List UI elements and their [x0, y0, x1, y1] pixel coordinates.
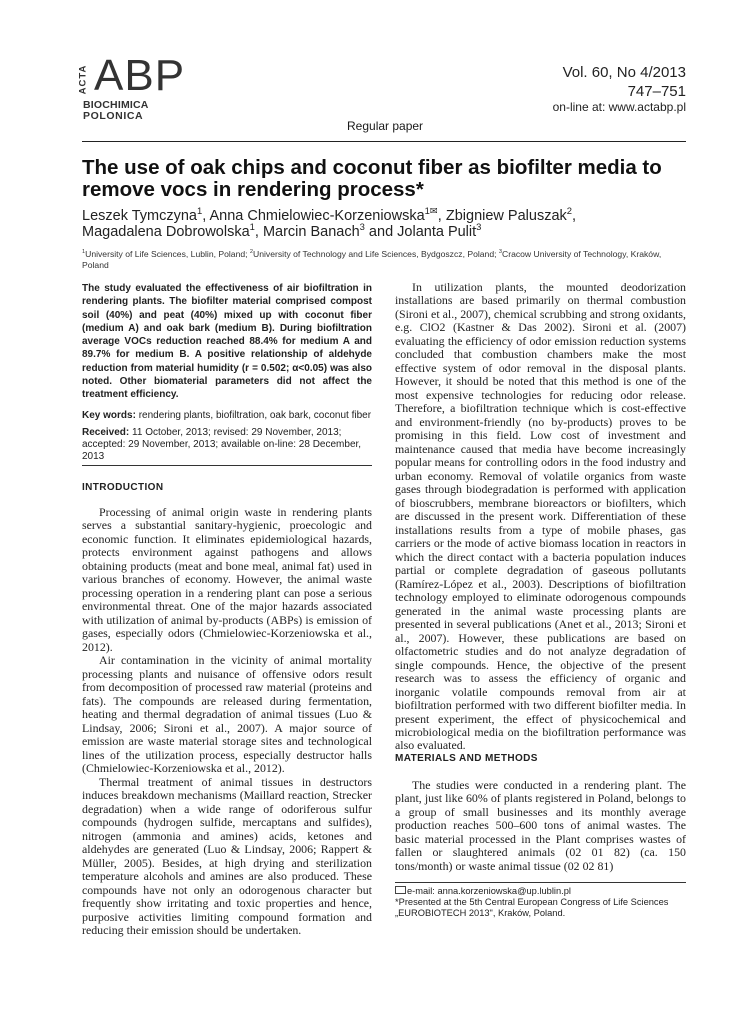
journal-pages: 747–751 [627, 83, 686, 100]
author: Anna Chmielowiec-Korzeniowska [209, 208, 425, 224]
journal-logo [77, 51, 186, 128]
article-title: The use of oak chips and coconut fiber as biofilter media to remove vocs in rendering process* [82, 156, 662, 201]
methods-body [395, 779, 686, 873]
affiliation: University of Life Sciences, Lublin, Poland; [85, 249, 248, 259]
affil-sup: 1 [82, 249, 86, 256]
abstract: The study evaluated the effectiveness of air biofiltration in rendering plants. The biofilter material comprised compost soil (40%) and peat (40%) mixed up with coconut fiber (medium A) and oak bark (medium B). During biofiltration average VOCs reduction reached 88.4% for medium A and 89.7% for medium B. A positive relationship of aldehyde reduction from material humidity (r = 0.502; α<0.05) was also noted. Other biomaterial parameters did not affect the treatment efficiency. [82, 283, 372, 401]
abstract-rule [82, 465, 372, 466]
author-sup: 3 [476, 221, 482, 233]
paper-type: Regular paper [347, 119, 424, 133]
journal-online-link[interactable]: on-line at: www.actabp.pl [552, 100, 686, 114]
keywords-label: Key words: [82, 410, 136, 421]
affiliation: University of Technology and Life Sciences, Bydgoszcz, Poland; [253, 249, 497, 259]
footnote-email[interactable]: e-mail: anna.korzeniowska@up.lublin.pl [407, 886, 571, 896]
methods-heading: MATERIALS AND METHODS [395, 753, 538, 764]
author: Marcin Banach [262, 224, 360, 240]
author: Leszek Tymczyna [82, 208, 197, 224]
author-sup: 1✉ [424, 205, 438, 217]
intro-body [82, 506, 372, 938]
affiliations [82, 249, 686, 271]
author: Zbigniew Paluszak [445, 208, 567, 224]
author-sup: 1 [249, 221, 255, 233]
received-label: Received: [82, 427, 130, 438]
footnote-note: *Presented at the 5th Central European Congress of Life Sciences „EUROBIOTECH 2013", Kraków, Poland. [395, 897, 669, 918]
intro-heading: INTRODUCTION [82, 482, 164, 493]
author-list: Leszek Tymczyna$^1$, Anna Chmielowiec-Korzeniowska$^{1✉}$, Zbigniew Paluszak$^2$, Magadalena Dobrowolska$^1$, Marcin Banach$^3$ and Jolanta Pulit$^3$ [82, 205, 577, 240]
paragraph: Air contamination in the vicinity of animal mortality processing plants and nuisance of offensive odors result from decomposition of processed raw material (proteins and fats). The compounds are released during fermentation, heating and thermal degradation of animal tissues (Luo & Lindsay, 2006; Sironi et al., 2007). A major source of emission are waste material storage sites and technological lines of the utilization process, especially destructor halls (Chmielowiec-Korzeniowska et al., 2012). [82, 653, 372, 776]
author-sup: 1 [196, 205, 203, 217]
received-text: 11 October, 2013; revised: 29 November, 2013; accepted: 29 November, 2013; available on-line: 28 December, 2013 [82, 427, 362, 462]
received-dates [82, 427, 372, 463]
affiliation: Cracow University of Technology, Kraków, Poland [82, 249, 662, 270]
logo-acta: ACTA [77, 64, 89, 95]
logo-polonica: POLONICA [83, 110, 144, 122]
footnote-rule [395, 882, 686, 883]
affil-sup: 3 [498, 249, 502, 256]
journal-volume: Vol. 60, No 4/2013 [562, 64, 686, 81]
header-rule [82, 141, 686, 142]
logo-biochimica: BIOCHIMICA [83, 99, 149, 111]
intro-continued [395, 281, 686, 753]
logo-abp: ABP [94, 51, 186, 100]
envelope-icon [395, 886, 406, 894]
paragraph: The studies were conducted in a rendering plant. The plant, just like 60% of plants registered in Poland, belongs to a group of small businesses and its monthly average production reaches 500–600 tons of animal wastes. The basic material processed in the Plant comprises wastes of fallen or slaughtered animals (02 01 82) (ca. 150 tons/month) or waste animal tissue (02 02 81) [395, 778, 686, 873]
keywords-text: rendering plants, biofiltration, oak bark, coconut fiber [138, 410, 372, 421]
author: Magadalena Dobrowolska [82, 224, 250, 240]
footnotes [395, 886, 686, 919]
keywords [82, 409, 372, 422]
author: Jolanta Pulit [397, 224, 477, 240]
paragraph: Processing of animal origin waste in rendering plants serves a substantial sanitary-hygienic, proecologic and economic function. It eliminates epidemiological hazards, protects environment against pathogens and allows obtaining products (meat and bone meal, animal fat) used in various branches of economy. However, the animal waste processing operation in a rendering plant can pose a serious environmental threat. One of the major hazards associated with utilization of animal by-products (ABPs) is emission of gases, especially odors (Chmielowiec-Korzeniowska et al., 2012). [82, 505, 372, 654]
paragraph: Thermal treatment of animal tissues in destructors induces breakdown mechanisms (Maillard reaction, Strecker degradation) when a wide range of odoriferous sulfur compounds (hydrogen sulfide, mercaptans and sulfides), nitrogen (ammonia and amines) acids, ketones and aldehydes are generated (Luo & Lindsay, 2006; Rappert & Müller, 2005). Besides, at high drying and sterilization temperature alcohols and amines are also produced. These compounds have not only an odorogenous character but frequently show irritating and toxic properties and hence, purposive activities limiting compound formation and reducing their emission should be undertaken. [82, 774, 372, 938]
paragraph: In utilization plants, the mounted deodorization installations are based primarily on thermal combustion (Sironi et al., 2007), chemical scrubbing and strong oxidants, e.g. ClO2 (Kastner & Das 2002). Sironi et al. (2007) evaluating the efficiency of odor emission reduction systems concluded that combustion chambers make the most effective system of odor removal in the disposal plants. However, it should be noted that this method is one of the most expensive technologies for reducing odor release. Therefore, a biofiltration technique which is cost-effective and environment-friendly (no by-products) proves to be promising in this field. Low cost of investment and maintenance caused that media have become increasingly popular means for controlling odors in the food industry and urban economy. Removal of volatile organics from waste gases through biodegradation is performed with application of bioscrubbers, membrane bioreactors or biofilters, which are discussed in the present work. Differentiation of these installations results from a type of mobile phases, gas carriers or the mode of active biomass location in reactors in which the direct contact with a bacteria population induces partial or complete degradation of gaseous pollutants (Ramírez-López et al., 2003). Descriptions of biofiltration technology employed to eliminate odorogenous compounds generated in the animal waste processing plants are presented in several publications (Anet et al., 2013; Sironi et al., 2007). However, these publications are based on olfactometric studies and do not analyze degradation of single compounds. Hence, the objective of the present research was to assess the efficiency of organic and inorganic volatile compounds removal from air at biofiltration performed with two different biofilter media. In present experiment, the effect of physicochemical and microbiological media on the biofiltration performance was also evaluated. [395, 280, 686, 753]
affil-sup: 2 [249, 249, 254, 256]
author-sup: 2 [566, 205, 572, 217]
author-sup: 3 [359, 221, 365, 233]
